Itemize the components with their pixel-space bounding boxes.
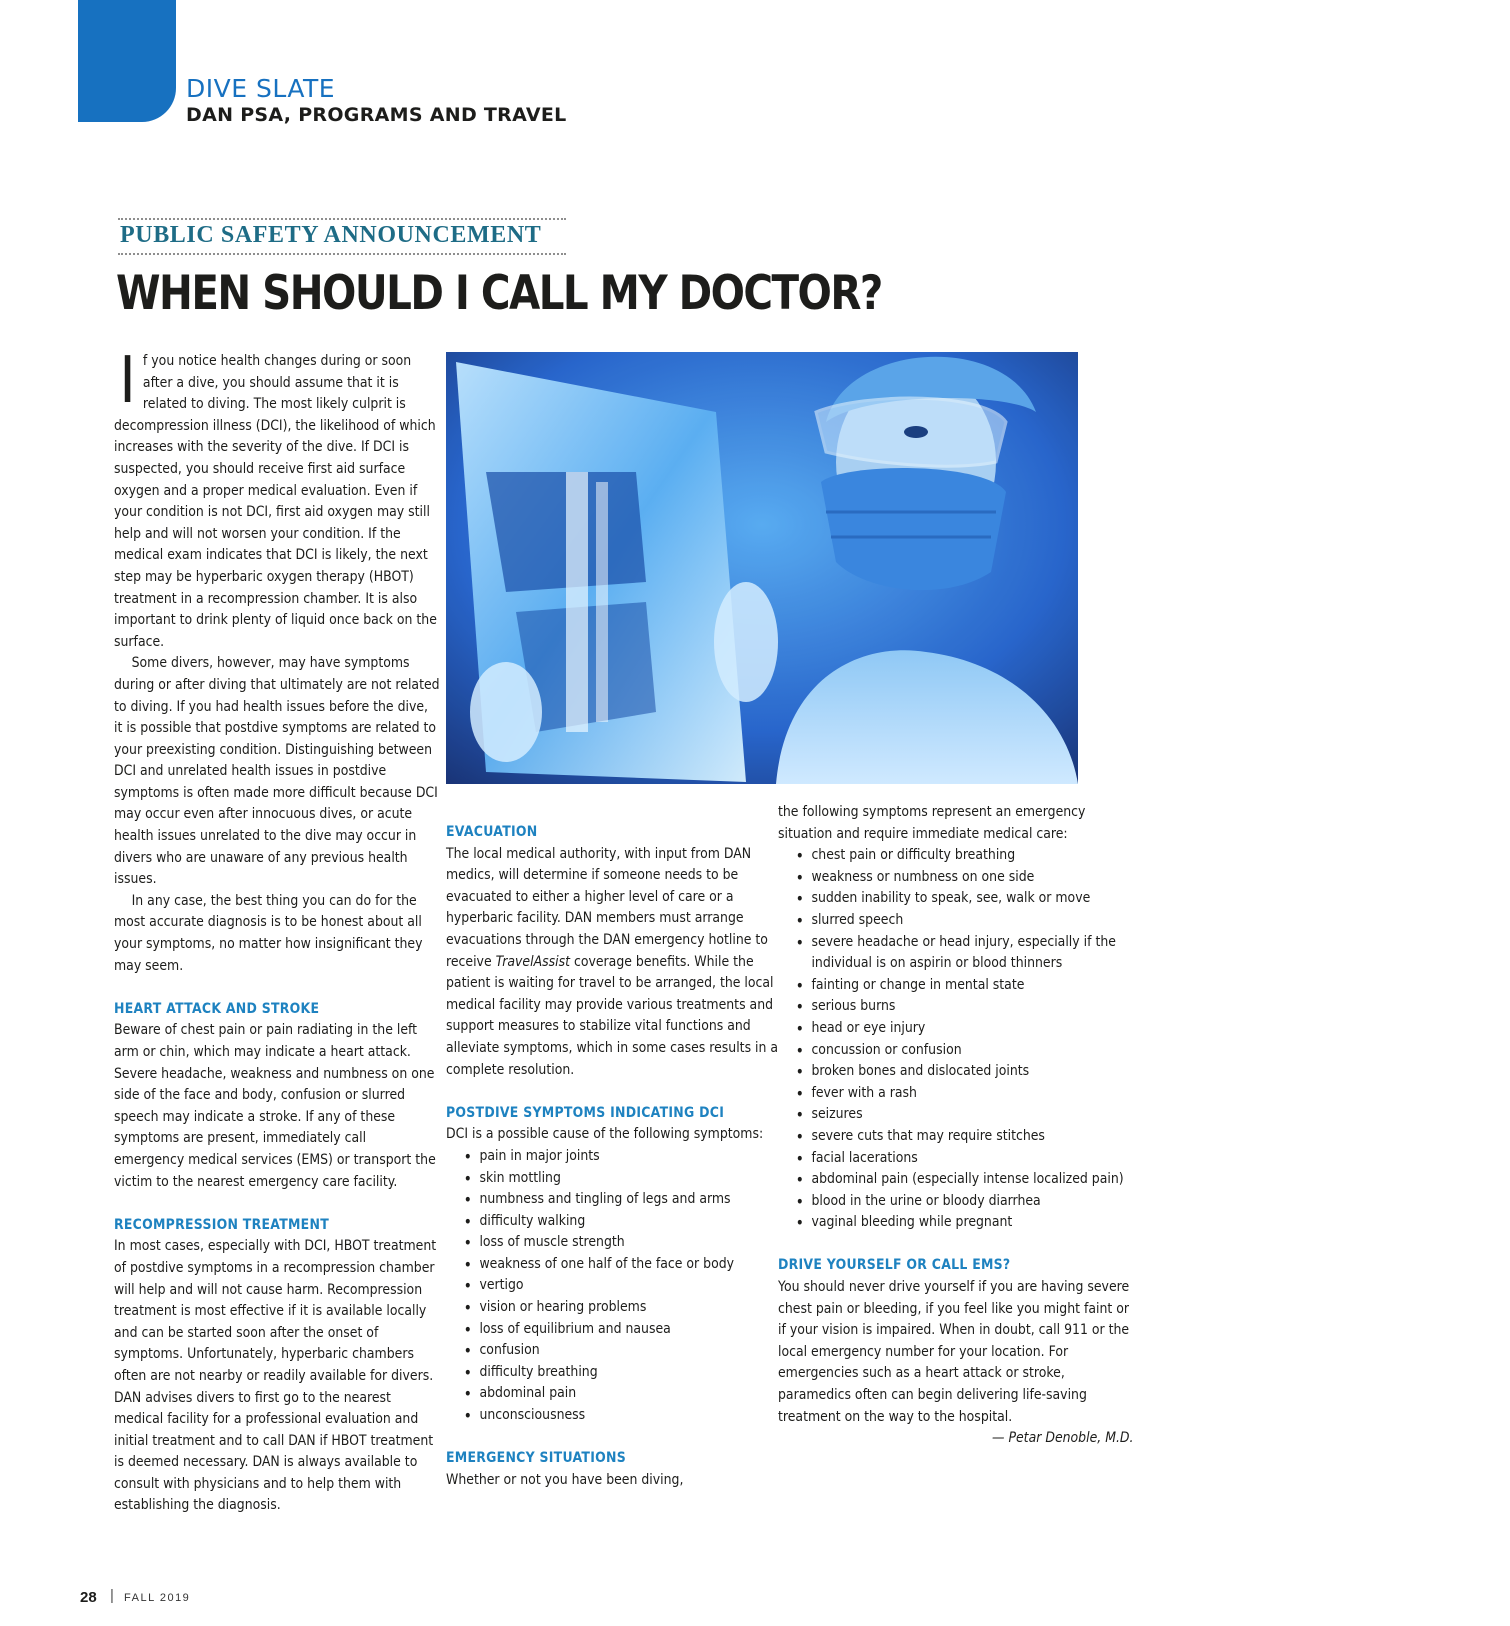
recompression-body: In most cases, especially with DCI, HBOT treatment of postdive symptoms in a recompression chamber will help and will not cause harm. Recompression treatment is most effective if it is available locally and can be started soon after the onset of symptoms. Unfortunately, hyperbaric chambers often are not nearby or readily available for divers. DAN advises divers to first go to the nearest medical facility for a professional evaluation and initial treatment and to call DAN if HBOT treatment is deemed necessary. DAN is always available to consult with physicians and to help them with establishing the diagnosis.	[114, 1238, 437, 1514]
list-item: • slurred speech	[811, 910, 1133, 932]
intro-paragraph-3: In any case, the best thing you can do for the most accurate diagnosis is to be honest about all your symptoms, no matter how insignificant they may seem.	[114, 892, 423, 974]
kicker: PUBLIC SAFETY ANNOUNCEMENT	[120, 222, 542, 248]
list-item: • loss of muscle strength	[479, 1232, 798, 1254]
emergency-continued: the following symptoms represent an emergency situation and require immediate medical care:	[778, 804, 1086, 842]
list-item: • fever with a rash	[811, 1083, 1133, 1105]
emergency-lead: Whether or not you have been diving,	[446, 1471, 684, 1488]
heart-heading: HEART ATTACK AND STROKE	[114, 1000, 320, 1017]
list-item: • difficulty breathing	[479, 1362, 798, 1384]
heart-body: Beware of chest pain or pain radiating in the left arm or chin, which may indicate a heart attack. Severe headache, weakness and numbness on one side of the face and body, confusion or slurred speech may indicate a stroke. If any of these symptoms are present, immediately call emergency medical services (EMS) or transport the victim to the nearest emergency care facility.	[114, 1022, 436, 1190]
list-item: • abdominal pain	[479, 1383, 798, 1405]
kicker-box	[118, 218, 566, 255]
list-item: • skin mottling	[479, 1168, 798, 1190]
list-item: • sudden inability to speak, see, walk or move	[811, 888, 1133, 910]
photo-credit: LENETSTAN/SHUTTERSTOCK	[1499, 982, 1510, 1158]
section-subtitle: DAN PSA, PROGRAMS AND TRAVEL	[186, 104, 567, 126]
list-item: • unconsciousness	[479, 1405, 798, 1427]
list-item: • vertigo	[479, 1275, 798, 1297]
list-item: • severe headache or head injury, especially if the individual is on aspirin or blood thinners	[811, 932, 1133, 975]
list-item: • abdominal pain (especially intense localized pain)	[811, 1169, 1133, 1191]
list-item: • vaginal bleeding while pregnant	[811, 1212, 1133, 1234]
list-item: • numbness and tingling of legs and arms	[479, 1189, 798, 1211]
list-item: • confusion	[479, 1340, 798, 1362]
list-item: • head or eye injury	[811, 1018, 1133, 1040]
list-item: • difficulty walking	[479, 1211, 798, 1233]
section-tab	[78, 0, 176, 122]
footer-separator: |	[110, 1587, 114, 1604]
intro-paragraph-1: If you notice health changes during or soon after a dive, you should assume that it is related to diving. The most likely culprit is decompression illness (DCI), the likelihood of which increases with the severity of the dive. If DCI is suspected, you should receive first aid surface oxygen and a proper medical evaluation. Even if your condition is not DCI, first aid oxygen may still help and will not worsen your condition. If the medical exam indicates that DCI is likely, the next step may be hyperbaric oxygen therapy (HBOT) treatment in a recompression chamber. It is also important to drink plenty of liquid once back on the surface.	[114, 344, 437, 650]
drive-heading: DRIVE YOURSELF OR CALL EMS?	[778, 1257, 1011, 1274]
list-item: • weakness or numbness on one side	[811, 867, 1133, 889]
evacuation-body: The local medical authority, with input from DAN medics, will determine if someone needs to be evacuated to either a higher level of care or a hyperbaric facility. DAN members must arrange evacuations through the DAN emergency hotline to receive TravelAssist coverage benefits. While the patient is waiting for travel to be arranged, the local medical facility may provide various treatments and support measures to stabilize vital functions and alleviate symptoms, which in some cases results in a complete resolution.	[446, 845, 779, 1078]
column-2	[446, 822, 800, 1491]
drive-body: You should never drive yourself if you are having severe chest pain or bleeding, if you feel like you might faint or if your vision is impaired. When in doubt, call 911 or the local emergency number for your location. For emergencies such as a heart attack or stroke, paramedics often can begin delivering life-saving treatment on the way to the hospital.	[778, 1279, 1130, 1425]
emergency-heading: EMERGENCY SITUATIONS	[446, 1450, 626, 1467]
list-item: • severe cuts that may require stitches	[811, 1126, 1133, 1148]
postdive-symptom-list	[446, 1146, 798, 1427]
doctor-holding-xray-photo-icon	[446, 352, 1078, 784]
list-item: • broken bones and dislocated joints	[811, 1061, 1133, 1083]
evacuation-heading: EVACUATION	[446, 824, 538, 840]
list-item: • seizures	[811, 1104, 1133, 1126]
column-1	[114, 344, 442, 1517]
headline: WHEN SHOULD I CALL MY DOCTOR?	[116, 266, 882, 321]
list-item: • weakness of one half of the face or body	[479, 1254, 798, 1276]
list-item: • serious burns	[811, 996, 1133, 1018]
list-item: • concussion or confusion	[811, 1040, 1133, 1062]
postdive-intro: DCI is a possible cause of the following symptoms:	[446, 1126, 764, 1143]
author-signature: — Petar Denoble, M.D.	[992, 1430, 1134, 1447]
column-3	[778, 802, 1134, 1450]
list-item: • facial lacerations	[811, 1148, 1133, 1170]
list-item: • blood in the urine or bloody diarrhea	[811, 1191, 1133, 1213]
dropcap: I	[119, 344, 136, 418]
intro-paragraph-2: Some divers, however, may have symptoms during or after diving that ultimately are not related to diving. If you had health issues before the dive, it is possible that postdive symptoms are related to your preexisting condition. Distinguishing between DCI and unrelated health issues in postdive symptoms is often made more difficult because DCI may occur even after innocuous dives, or acute health issues unrelated to the dive may occur in divers who are unaware of any previous health issues.	[114, 655, 440, 888]
list-item: • chest pain or difficulty breathing	[811, 845, 1133, 867]
page-number: 28	[80, 1589, 97, 1606]
list-item: • loss of equilibrium and nausea	[479, 1319, 798, 1341]
recompression-heading: RECOMPRESSION TREATMENT	[114, 1216, 329, 1233]
postdive-heading: POSTDIVE SYMPTOMS INDICATING DCI	[446, 1104, 725, 1121]
issue-label: FALL 2019	[124, 1592, 191, 1604]
list-item: • vision or hearing problems	[479, 1297, 798, 1319]
list-item: • fainting or change in mental state	[811, 975, 1133, 997]
emergency-symptom-list	[778, 845, 1134, 1234]
section-title: DIVE SLATE	[186, 74, 336, 103]
list-item: • pain in major joints	[479, 1146, 798, 1168]
